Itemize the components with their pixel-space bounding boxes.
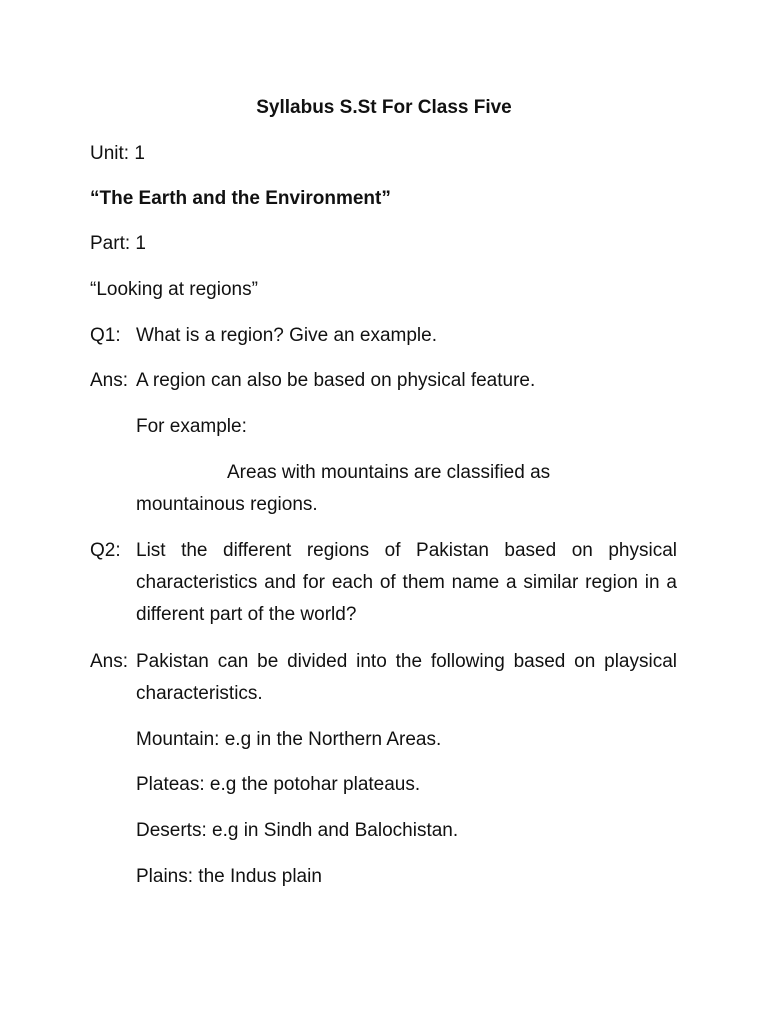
part-title: “Looking at regions” xyxy=(90,279,258,300)
part-heading: Part: 1 xyxy=(90,233,146,254)
a2-item-plains: Plains: the Indus plain xyxy=(136,866,322,887)
a2-item-plateau: Plateas: e.g the potohar plateaus. xyxy=(136,774,421,795)
a1-label: Ans: xyxy=(90,370,129,391)
a1-example-line1: Areas with mountains are classified as xyxy=(227,462,551,483)
a2-text: Pakistan can be divided into the following based on playsical characteristics. xyxy=(136,651,677,704)
unit-title: “The Earth and the Environment” xyxy=(90,188,391,209)
q2-text: List the different regions of Pakistan based on physical characteristics and for each of them name a similar region in a different part of the world? xyxy=(136,540,677,625)
q2-label: Q2: xyxy=(90,540,121,561)
a1-text: A region can also be based on physical feature. xyxy=(136,370,536,391)
q1-label: Q1: xyxy=(90,325,121,346)
unit-heading: Unit: 1 xyxy=(90,143,145,164)
q1-text: What is a region? Give an example. xyxy=(136,325,437,346)
a2-label: Ans: xyxy=(90,651,129,672)
document-title: Syllabus S.St For Class Five xyxy=(256,97,512,118)
a2-item-mountain: Mountain: e.g in the Northern Areas. xyxy=(136,729,442,750)
a2-item-desert: Deserts: e.g in Sindh and Balochistan. xyxy=(136,820,459,841)
a1-example-line2: mountainous regions. xyxy=(136,494,318,515)
a1-example-label: For example: xyxy=(136,416,247,437)
